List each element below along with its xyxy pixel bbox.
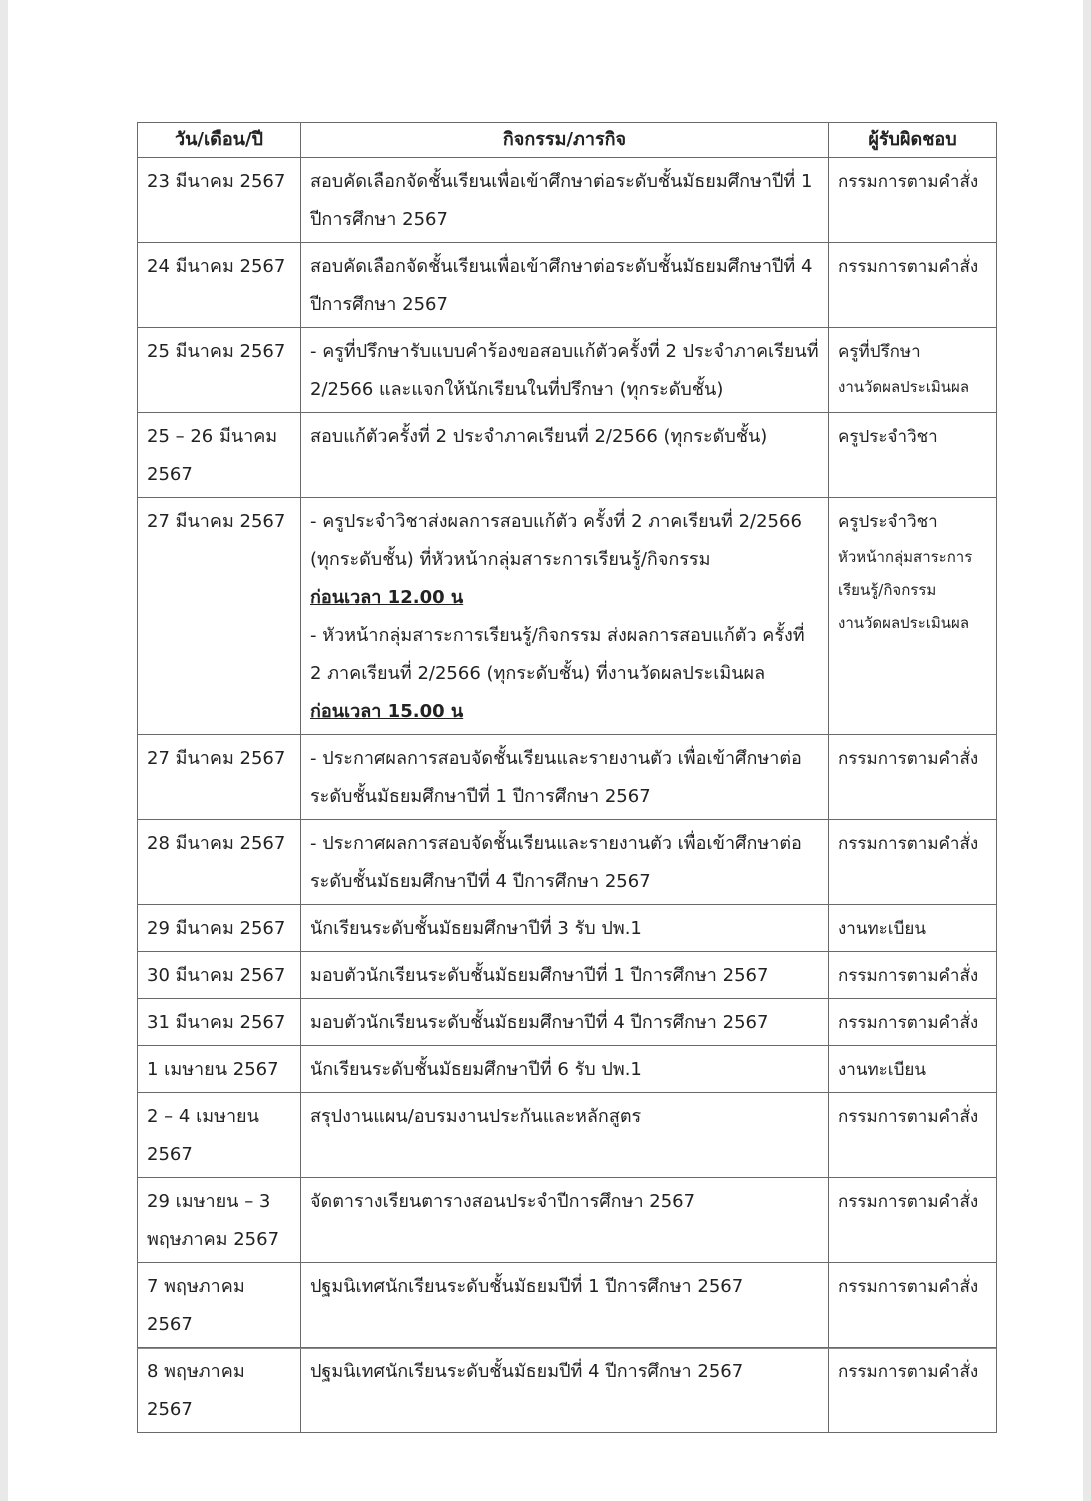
date-cell: 29 เมษายน – 3 พฤษภาคม 2567 — [138, 1178, 301, 1263]
responsible-cell — [829, 1093, 997, 1178]
footer-divider — [137, 1348, 996, 1349]
table-row — [138, 498, 997, 735]
activity-text: สอบแก้ตัวครั้งที่ 2 ประจำภาคเรียนที่ 2/2566 (ทุกระดับชั้น) — [310, 426, 768, 447]
activity-text: สรุปงานแผน/อบรมงานประกันและหลักสูตร — [310, 1106, 642, 1127]
responsible-text: กรรมการตามคำสั่ง — [838, 257, 979, 277]
date-cell: 7 พฤษภาคม 2567 — [138, 1263, 301, 1348]
activity-text: - ครูประจำวิชาส่งผลการสอบแก้ตัว ครั้งที่ 2 ภาคเรียนที่ 2/2566 (ทุกระดับชั้น) ที่หัวหน้ากลุ่มสาระการเรียนรู้/กิจกรรม — [310, 511, 802, 570]
table-row — [138, 905, 997, 952]
responsible-text: งานทะเบียน — [838, 1060, 926, 1080]
table-row — [138, 735, 997, 820]
table-row — [138, 1178, 997, 1263]
date-cell: 25 – 26 มีนาคม 2567 — [138, 413, 301, 498]
date-cell: 27 มีนาคม 2567 — [138, 498, 301, 735]
date-cell: 30 มีนาคม 2567 — [138, 952, 301, 999]
activity-text: - ครูที่ปรึกษารับแบบคำร้องขอสอบแก้ตัวครั้งที่ 2 ประจำภาคเรียนที่ 2/2566 และแจกให้นักเรียนในที่ปรึกษา (ทุกระดับชั้น) — [310, 341, 819, 400]
date-cell: 28 มีนาคม 2567 — [138, 820, 301, 905]
activity-text: จัดตารางเรียนตารางสอนประจำปีการศึกษา 2567 — [310, 1191, 696, 1212]
table-row — [138, 1046, 997, 1093]
activity-cell — [301, 498, 829, 735]
header-activity: กิจกรรม/ภารกิจ — [301, 123, 829, 158]
responsible-text: กรรมการตามคำสั่ง — [838, 1013, 979, 1033]
responsible-cell — [829, 1263, 997, 1348]
responsible-cell — [829, 1178, 997, 1263]
table-row — [138, 1348, 997, 1433]
activity-text: - หัวหน้ากลุ่มสาระการเรียนรู้/กิจกรรม ส่งผลการสอบแก้ตัว ครั้งที่ 2 ภาคเรียนที่ 2/2566 (ทุกระดับชั้น) ที่งานวัดผลประเมินผล — [310, 625, 805, 684]
table-row — [138, 1093, 997, 1178]
date-cell: 27 มีนาคม 2567 — [138, 735, 301, 820]
activity-text: - ประกาศผลการสอบจัดชั้นเรียนและรายงานตัว เพื่อเข้าศึกษาต่อระดับชั้นมัธยมศึกษาปีที่ 1 ปีการศึกษา 2567 — [310, 748, 802, 807]
activity-text: นักเรียนระดับชั้นมัธยมศึกษาปีที่ 6 รับ ปพ.1 — [310, 1059, 642, 1080]
date-cell: 1 เมษายน 2567 — [138, 1046, 301, 1093]
table-row — [138, 952, 997, 999]
responsible-text: กรรมการตามคำสั่ง — [838, 1362, 979, 1382]
responsible-cell — [829, 952, 997, 999]
responsible-cell — [829, 158, 997, 243]
activity-cell — [301, 328, 829, 413]
responsible-text: ครูประจำวิชา — [838, 427, 938, 447]
responsible-cell — [829, 820, 997, 905]
date-cell: 31 มีนาคม 2567 — [138, 999, 301, 1046]
responsible-text: กรรมการตามคำสั่ง — [838, 1107, 979, 1127]
header-date: วัน/เดือน/ปี — [138, 123, 301, 158]
table-row — [138, 413, 997, 498]
activity-cell — [301, 1263, 829, 1348]
activity-text: สอบคัดเลือกจัดชั้นเรียนเพื่อเข้าศึกษาต่อระดับชั้นมัธยมศึกษาปีที่ 1 ปีการศึกษา 2567 — [310, 171, 813, 230]
activity-cell — [301, 158, 829, 243]
activity-text: นักเรียนระดับชั้นมัธยมศึกษาปีที่ 3 รับ ปพ.1 — [310, 918, 642, 939]
responsible-text: กรรมการตามคำสั่ง — [838, 749, 979, 769]
activity-cell — [301, 952, 829, 999]
date-cell: 29 มีนาคม 2567 — [138, 905, 301, 952]
deadline-text: ก่อนเวลา 12.00 น — [310, 587, 464, 608]
date-cell: 2 – 4 เมษายน 2567 — [138, 1093, 301, 1178]
activity-text: สอบคัดเลือกจัดชั้นเรียนเพื่อเข้าศึกษาต่อระดับชั้นมัธยมศึกษาปีที่ 4 ปีการศึกษา 2567 — [310, 256, 813, 315]
responsible-cell — [829, 905, 997, 952]
header-responsible: ผู้รับผิดชอบ — [829, 123, 997, 158]
schedule-table — [137, 122, 997, 1433]
responsible-text: กรรมการตามคำสั่ง — [838, 834, 979, 854]
activity-cell — [301, 1348, 829, 1433]
responsible-text: งานทะเบียน — [838, 919, 926, 939]
activity-cell — [301, 1178, 829, 1263]
responsible-text: ครูประจำวิชา — [838, 512, 938, 532]
activity-cell — [301, 413, 829, 498]
table-row — [138, 999, 997, 1046]
date-cell: 25 มีนาคม 2567 — [138, 328, 301, 413]
table-row — [138, 158, 997, 243]
responsible-text: งานวัดผลประเมินผล — [838, 378, 970, 396]
responsible-cell — [829, 498, 997, 735]
responsible-text: ครูที่ปรึกษา — [838, 342, 921, 362]
responsible-text: กรรมการตามคำสั่ง — [838, 172, 979, 192]
responsible-text: หัวหน้ากลุ่มสาระการเรียนรู้/กิจกรรม — [838, 548, 973, 599]
activity-text: มอบตัวนักเรียนระดับชั้นมัธยมศึกษาปีที่ 4 ปีการศึกษา 2567 — [310, 1012, 769, 1033]
document-page — [8, 0, 1083, 1501]
date-cell: 23 มีนาคม 2567 — [138, 158, 301, 243]
responsible-text: กรรมการตามคำสั่ง — [838, 966, 979, 986]
date-cell: 8 พฤษภาคม 2567 — [138, 1348, 301, 1433]
deadline-text: ก่อนเวลา 15.00 น — [310, 701, 464, 722]
responsible-cell — [829, 243, 997, 328]
responsible-text: งานวัดผลประเมินผล — [838, 614, 970, 632]
table-row — [138, 820, 997, 905]
activity-cell — [301, 1046, 829, 1093]
table-row — [138, 243, 997, 328]
activity-cell — [301, 735, 829, 820]
responsible-cell — [829, 328, 997, 413]
responsible-cell — [829, 1348, 997, 1433]
responsible-text: กรรมการตามคำสั่ง — [838, 1192, 979, 1212]
activity-text: ปฐมนิเทศนักเรียนระดับชั้นมัธยมปีที่ 4 ปีการศึกษา 2567 — [310, 1361, 744, 1382]
activity-cell — [301, 905, 829, 952]
activity-text: - ประกาศผลการสอบจัดชั้นเรียนและรายงานตัว เพื่อเข้าศึกษาต่อระดับชั้นมัธยมศึกษาปีที่ 4 ปีการศึกษา 2567 — [310, 833, 802, 892]
responsible-text: กรรมการตามคำสั่ง — [838, 1277, 979, 1297]
table-row — [138, 328, 997, 413]
responsible-cell — [829, 413, 997, 498]
responsible-cell — [829, 1046, 997, 1093]
activity-text: ปฐมนิเทศนักเรียนระดับชั้นมัธยมปีที่ 1 ปีการศึกษา 2567 — [310, 1276, 744, 1297]
table-row — [138, 1263, 997, 1348]
activity-cell — [301, 243, 829, 328]
activity-text: มอบตัวนักเรียนระดับชั้นมัธยมศึกษาปีที่ 1 ปีการศึกษา 2567 — [310, 965, 769, 986]
responsible-cell — [829, 999, 997, 1046]
date-cell: 24 มีนาคม 2567 — [138, 243, 301, 328]
activity-cell — [301, 1093, 829, 1178]
responsible-cell — [829, 735, 997, 820]
activity-cell — [301, 999, 829, 1046]
table-header-row — [138, 123, 997, 158]
activity-cell — [301, 820, 829, 905]
